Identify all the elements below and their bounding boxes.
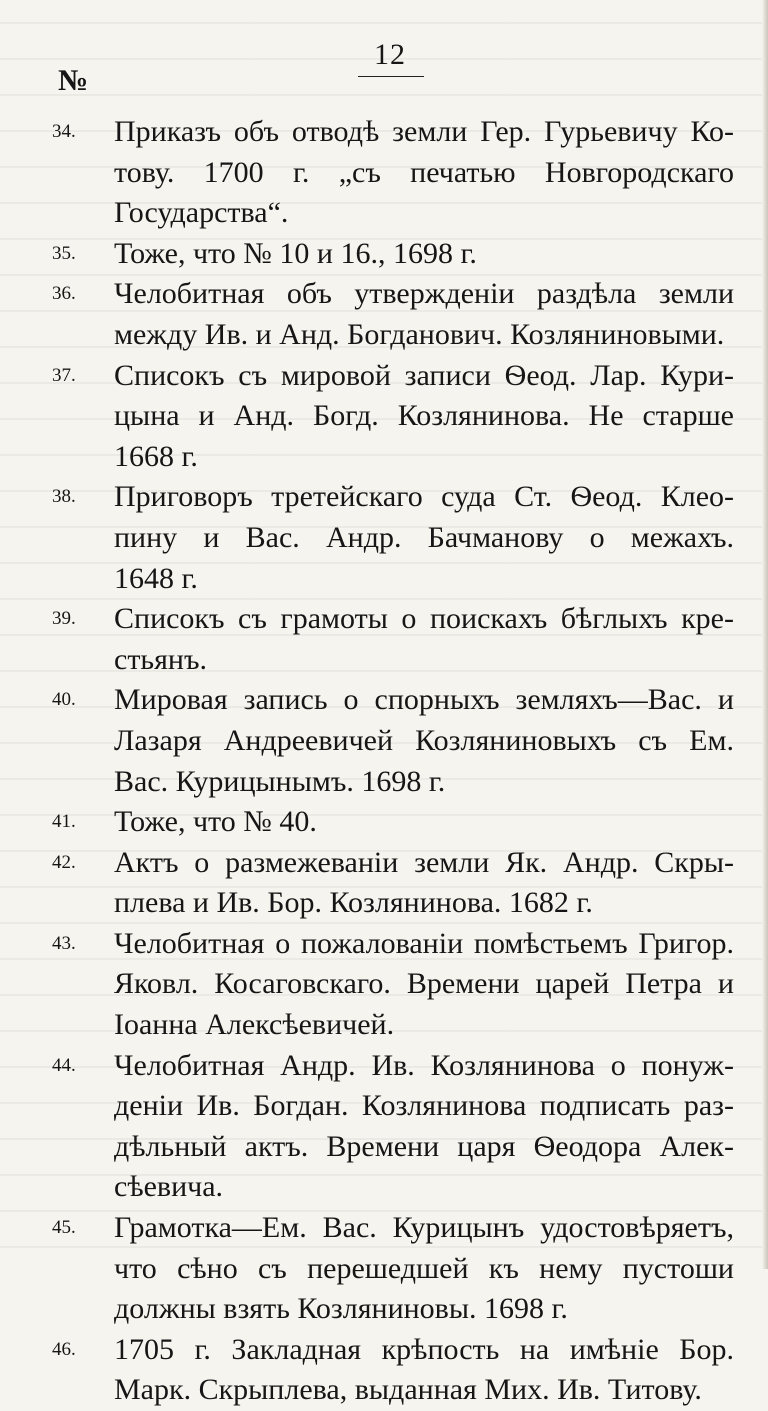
catalog-entry (0, 802, 768, 843)
entry-text-line: Тоже, что № 10 и 16., 1698 г. (114, 236, 477, 270)
entry-number: 43. (52, 932, 76, 954)
entry-number: 46. (52, 1338, 76, 1360)
entry-text-line: плева и Ив. Бор. Козлянинова. 1682 г. (114, 886, 593, 920)
entry-text-line: между Ив. и Анд. Богданович. Козляниновыми. (114, 317, 725, 351)
entry-text-line: Тоже, что № 40. (114, 805, 317, 839)
entry-number: 37. (52, 364, 76, 386)
entry-text-line: Марк. Скрыплева, выданная Мих. Ив. Титову. (114, 1373, 702, 1407)
numero-column-header: № (58, 64, 89, 97)
catalog-entry (0, 1046, 768, 1208)
entry-number: 35. (52, 242, 76, 264)
entry-text-line: Іоанна Алексѣевичей. (114, 1008, 395, 1042)
entry-text-line: цына и Анд. Богд. Козлянинова. Не старше (114, 399, 734, 433)
entry-text-line: Грамотка—Ем. Вас. Курицынъ удостовѣряетъ, (114, 1211, 734, 1245)
entry-number: 40. (52, 689, 76, 711)
catalog-entry (0, 274, 768, 355)
entry-text-line: Челобитная Андр. Ив. Козлянинова о понуж- (114, 1048, 734, 1082)
entry-number: 38. (52, 486, 76, 508)
entry-text-line: Челобитная объ утвержденіи раздѣла земли (114, 277, 734, 311)
entry-number: 34. (52, 121, 76, 142)
entry-number: 41. (52, 811, 76, 833)
entry-text-line: Списокъ съ грамоты о поискахъ бѣглыхъ кре- (114, 602, 734, 636)
entry-text-line: 1648 г. (114, 561, 198, 595)
entry-text-line: стьянъ. (114, 642, 207, 676)
entry-number: 42. (52, 851, 76, 873)
catalog-entries (0, 112, 768, 1411)
entry-text-line: Челобитная о пожалованіи помѣстьемъ Григор. (114, 926, 734, 960)
catalog-entry (0, 112, 768, 234)
catalog-entry (0, 599, 768, 680)
entry-text-line: 1668 г. (114, 439, 198, 473)
entry-text-line: Списокъ съ мировой записи Ѳеод. Лар. Кури- (114, 358, 734, 392)
catalog-entry (0, 356, 768, 478)
entry-text-line: 1705 г. Закладная крѣпость на имѣніе Бор. (114, 1332, 734, 1366)
entry-number: 45. (52, 1217, 76, 1239)
entry-text-line: сѣевича. (114, 1170, 224, 1204)
entry-text-line: должны взять Козляниновы. 1698 г. (114, 1292, 568, 1326)
catalog-entry (0, 924, 768, 1046)
entry-text-line: Лазаря Андреевичей Козляниновыхъ съ Ем. (114, 723, 734, 757)
page-number-rule (358, 76, 424, 77)
catalog-entry (0, 234, 768, 275)
catalog-entry (0, 1208, 768, 1330)
page-number: 12 (374, 38, 406, 71)
entry-text-line: тову. 1700 г. „съ печатью Новгородскаго (114, 155, 734, 189)
catalog-entry (0, 843, 768, 924)
entry-text-line: Мировая запись о спорныхъ земляхъ—Вас. и (114, 683, 734, 717)
entry-text-line: что сѣно съ перешедшей къ нему пустоши (114, 1251, 734, 1285)
entry-number: 36. (52, 283, 76, 305)
entry-text-line: Актъ о размежеваніи земли Як. Андр. Скры- (114, 845, 734, 879)
catalog-entry (0, 477, 768, 599)
entry-text-line: дѣльный актъ. Времени царя Ѳеодора Алек- (114, 1129, 734, 1163)
catalog-entry (0, 680, 768, 802)
entry-text-line: Приказъ объ отводѣ земли Гер. Гурьевичу Ко- (114, 115, 734, 148)
catalog-entry (0, 1330, 768, 1411)
entry-text-line: деніи Ив. Богдан. Козлянинова подписать раз- (114, 1089, 734, 1123)
entry-text-line: Государства“. (114, 196, 289, 230)
entry-text-line: пину и Вас. Андр. Бачманову о межахъ. (114, 520, 734, 554)
entry-number: 44. (52, 1054, 76, 1076)
entry-text-line: Приговоръ третейскаго суда Ст. Ѳеод. Клео- (114, 480, 734, 514)
entry-text-line: Яковл. Косаговскаго. Времени царей Петра и (114, 967, 734, 1001)
entry-text-line: Вас. Курицынымъ. 1698 г. (114, 764, 446, 798)
entry-number: 39. (52, 608, 76, 630)
